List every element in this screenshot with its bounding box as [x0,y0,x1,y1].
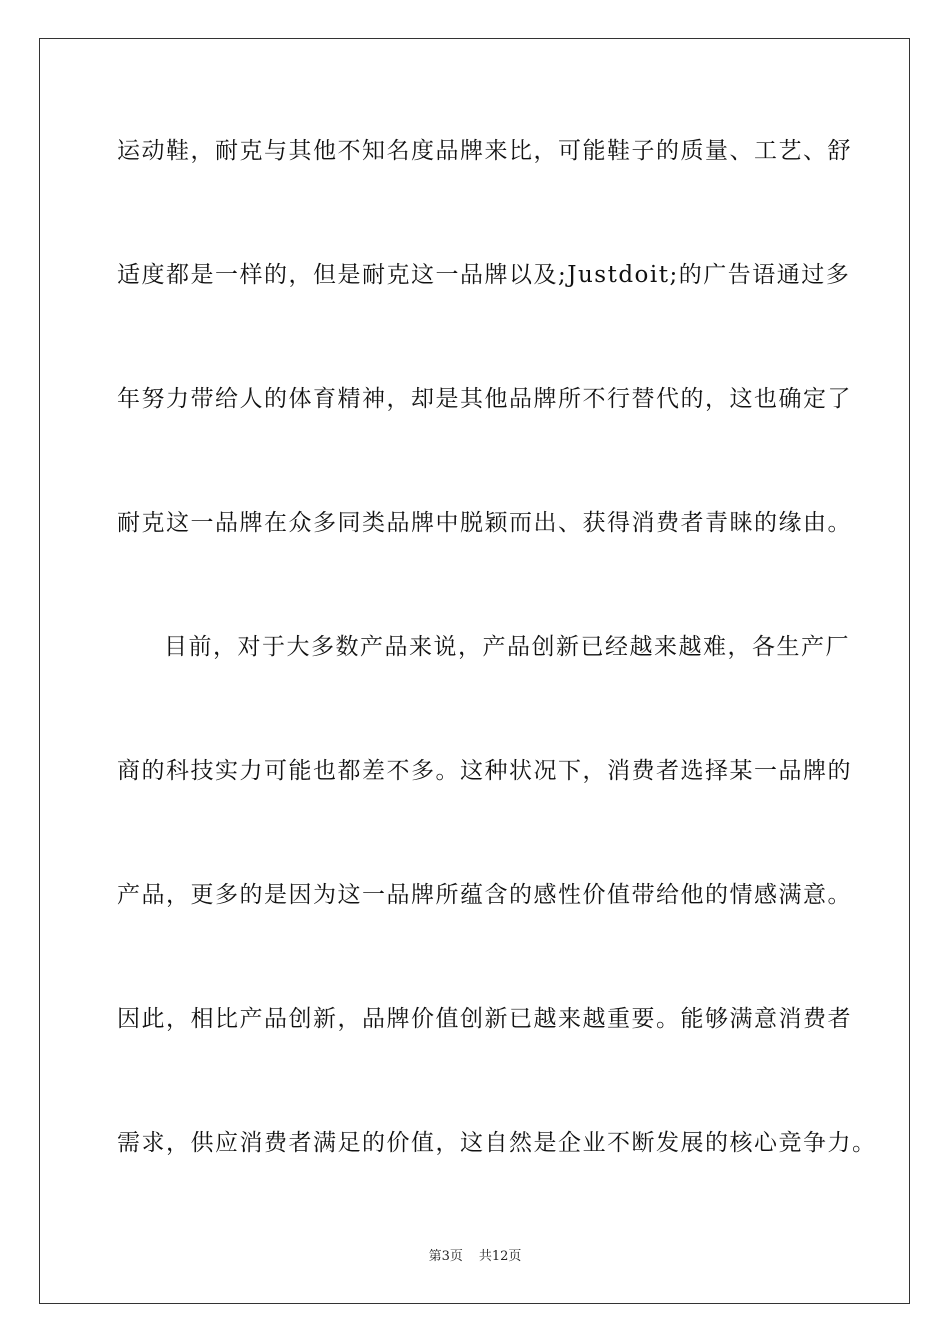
text-line: 商的科技实力可能也都差不多。这种状况下，消费者选择某一品牌的 [117,758,852,784]
text-line: 因此，相比产品创新，品牌价值创新已越来越重要。能够满意消费者 [117,1006,852,1032]
page-footer [0,1249,950,1265]
page-total: 共12页 [478,1249,522,1264]
text-line: 年努力带给人的体育精神，却是其他品牌所不行替代的，这也确定了 [117,386,852,412]
page-number: 第3页 [428,1249,463,1264]
text-line: 产品，更多的是因为这一品牌所蕴含的感性价值带给他的情感满意。 [117,882,852,908]
text-line: 运动鞋，耐克与其他不知名度品牌来比，可能鞋子的质量、工艺、舒 [117,138,852,164]
page-border [39,38,910,1304]
text-line: 适度都是一样的，但是耐克这一品牌以及;Justdoit;的广告语通过多 [117,262,851,288]
text-line: 耐克这一品牌在众多同类品牌中脱颖而出、获得消费者青睐的缘由。 [117,510,852,536]
text-line: 需求，供应消费者满足的价值，这自然是企业不断发展的核心竞争力。 [117,1130,877,1156]
paragraph-start-line: 目前，对于大多数产品来说，产品创新已经越来越难，各生产厂 [164,634,850,660]
